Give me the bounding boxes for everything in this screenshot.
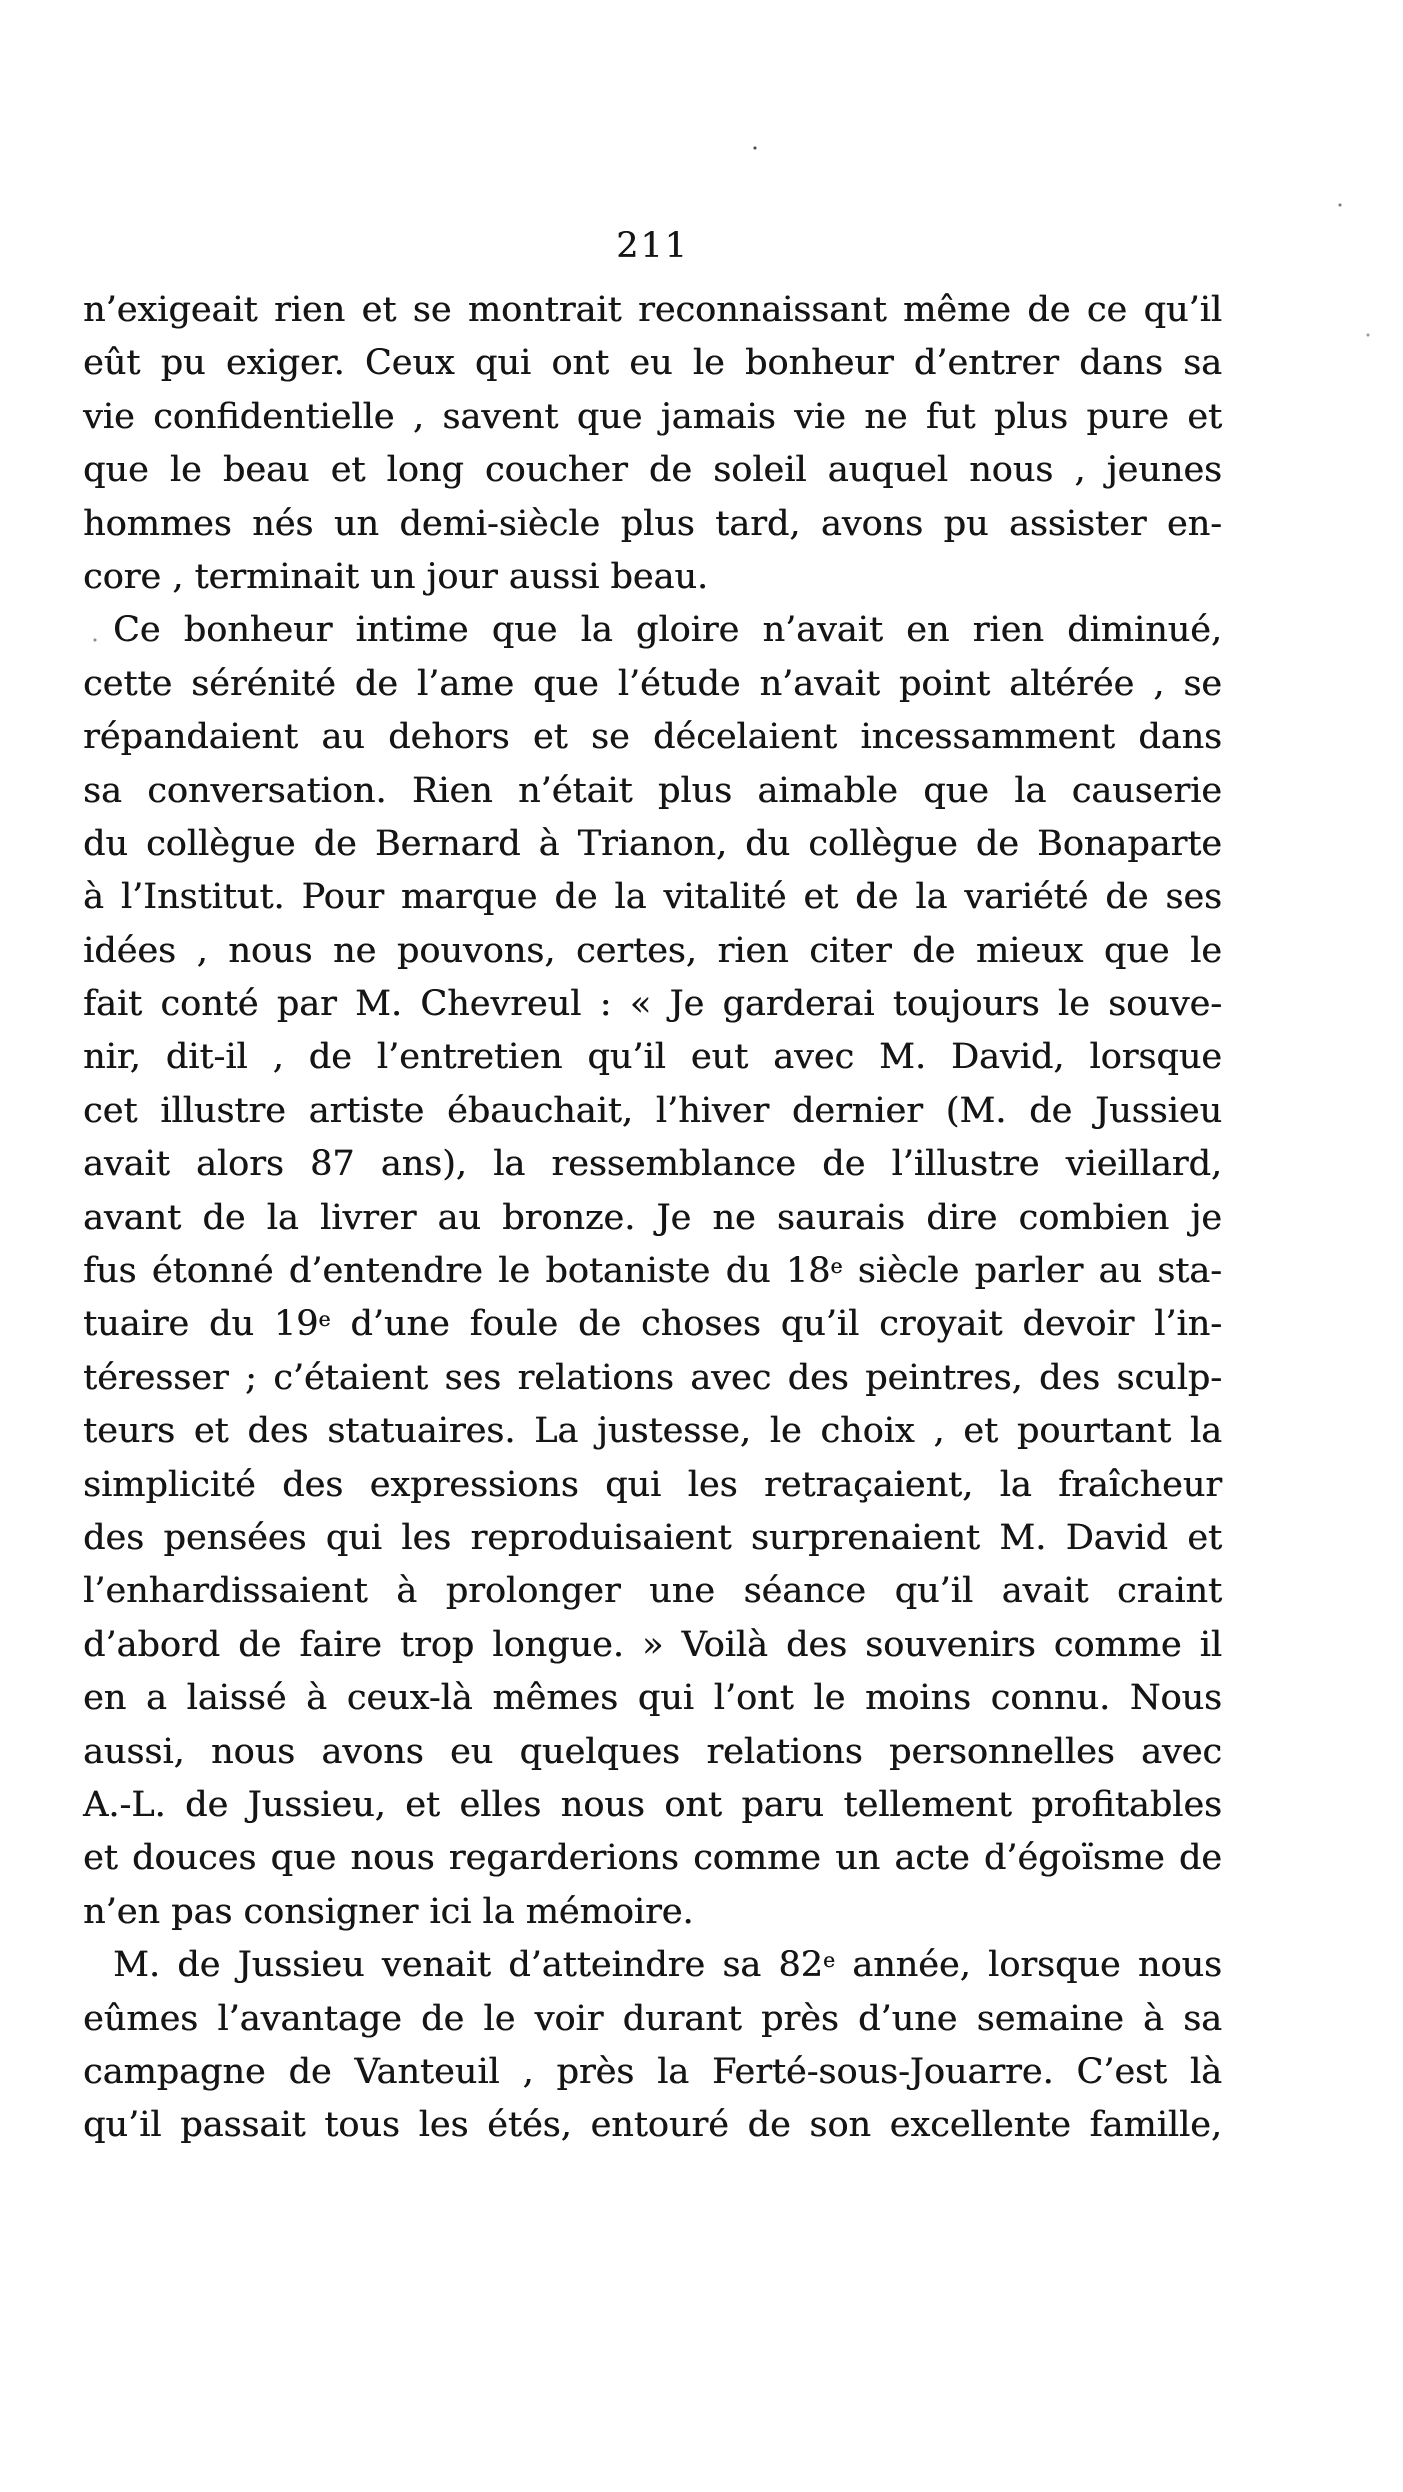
- text-line: vie confidentielle , savent que jamais vie ne fut plus pure et: [83, 396, 1222, 437]
- text-line: fus étonné d’entendre le botaniste du 18e siècle parler au sta-: [83, 1251, 1222, 1292]
- text-line: Ce bonheur intime que la gloire n’avait en rien diminué,: [113, 610, 1222, 651]
- text-line: aussi, nous avons eu quelques relations personnelles avec: [83, 1731, 1222, 1772]
- paragraph: [83, 604, 1222, 1939]
- text-line: n’exigeait rien et se montrait reconnaissant même de ce qu’il: [83, 290, 1222, 330]
- text-line: sa conversation. Rien n’était plus aimable que la causerie: [83, 770, 1222, 811]
- text-line: avant de la livrer au bronze. Je ne saurais dire combien je: [83, 1197, 1222, 1238]
- text-line: n’en pas consigner ici la mémoire.: [83, 1891, 694, 1932]
- text-line: cet illustre artiste ébauchait, l’hiver dernier (M. de Jussieu: [83, 1090, 1222, 1131]
- text-line: et douces que nous regarderions comme un acte d’égoïsme de: [83, 1838, 1222, 1879]
- text-line: nir, dit-il , de l’entretien qu’il eut avec M. David, lorsque: [83, 1037, 1222, 1078]
- text-line: tuaire du 19e d’une foule de choses qu’il croyait devoir l’in-: [83, 1304, 1222, 1345]
- text-line: à l’Institut. Pour marque de la vitalité et de la variété de ses: [83, 877, 1222, 918]
- text-line: avait alors 87 ans), la ressemblance de l’illustre vieillard,: [83, 1144, 1222, 1185]
- text-line: fait conté par M. Chevreul : « Je garderai toujours le souve-: [83, 984, 1222, 1025]
- text-line: en a laissé à ceux-là mêmes qui l’ont le moins connu. Nous: [83, 1678, 1222, 1719]
- text-line: A.-L. de Jussieu, et elles nous ont paru tellement profitables: [83, 1784, 1222, 1825]
- text-line: d’abord de faire trop longue. » Voilà des souvenirs comme il: [83, 1624, 1222, 1665]
- text-line: cette sérénité de l’ame que l’étude n’avait point altérée , se: [83, 663, 1222, 704]
- paragraph: [83, 1939, 1222, 2153]
- page-text: [83, 284, 1222, 2153]
- text-line: teurs et des statuaires. La justesse, le choix , et pourtant la: [83, 1411, 1222, 1452]
- text-line: M. de Jussieu venait d’atteindre sa 82e année, lorsque nous: [113, 1945, 1222, 1986]
- text-line: qu’il passait tous les étés, entouré de son excellente famille,: [83, 2105, 1222, 2146]
- text-line: hommes nés un demi-siècle plus tard, avons pu assister en-: [83, 503, 1222, 544]
- text-line: core , terminait un jour aussi beau.: [83, 556, 709, 597]
- page-number: 211: [616, 226, 689, 266]
- text-line: eût pu exiger. Ceux qui ont eu le bonheur d’entrer dans sa: [83, 343, 1222, 384]
- text-line: eûmes l’avantage de le voir durant près d’une semaine à sa: [83, 1998, 1222, 2039]
- text-line: téresser ; c’étaient ses relations avec des peintres, des sculp-: [83, 1357, 1222, 1398]
- text-line: idées , nous ne pouvons, certes, rien citer de mieux que le: [83, 930, 1222, 971]
- text-line: du collègue de Bernard à Trianon, du collègue de Bonaparte: [83, 823, 1222, 864]
- paragraph: [83, 284, 1222, 604]
- text-line: répandaient au dehors et se décelaient incessamment dans: [83, 717, 1222, 758]
- text-line: simplicité des expressions qui les retraçaient, la fraîcheur: [83, 1464, 1222, 1505]
- text-line: l’enhardissaient à prolonger une séance qu’il avait craint: [83, 1571, 1222, 1612]
- text-line: des pensées qui les reproduisaient surprenaient M. David et: [83, 1517, 1222, 1558]
- text-line: campagne de Vanteuil , près la Ferté-sous-Jouarre. C’est là: [83, 2051, 1222, 2092]
- text-line: que le beau et long coucher de soleil auquel nous , jeunes: [83, 450, 1222, 491]
